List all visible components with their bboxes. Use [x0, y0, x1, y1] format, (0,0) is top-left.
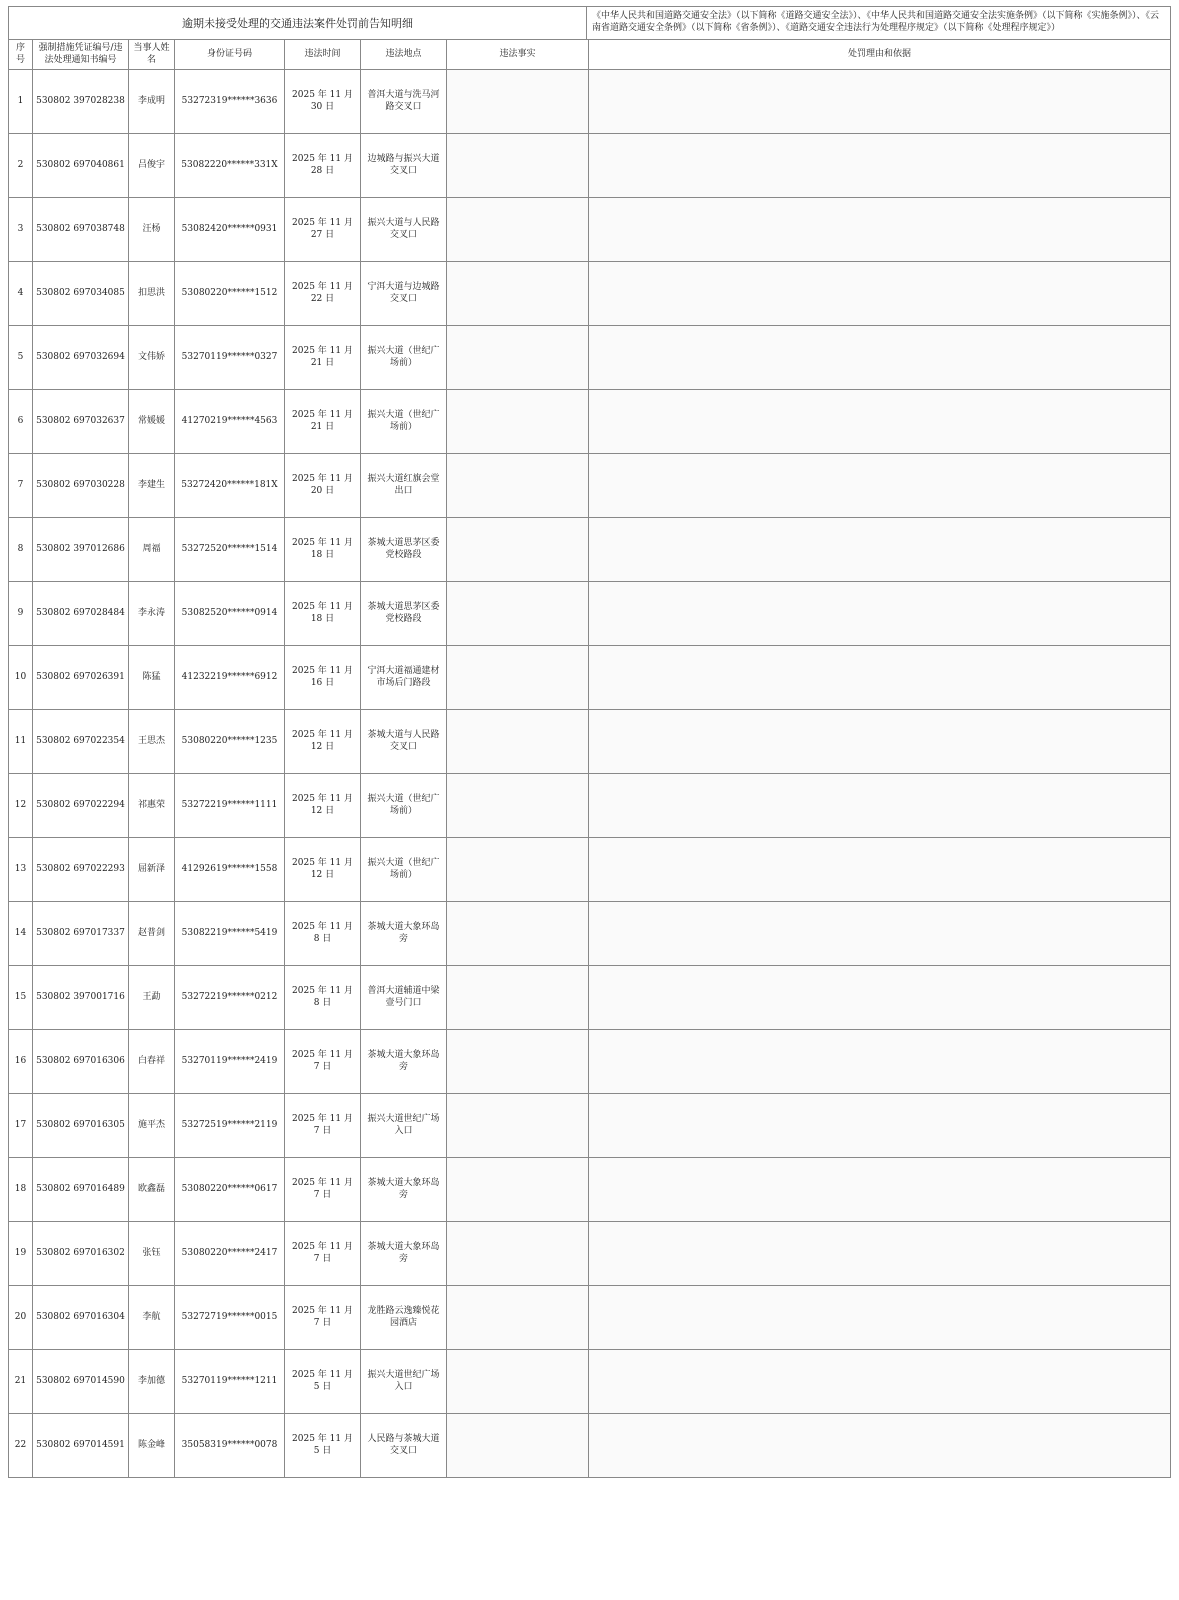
cell-id: 35058319******0078: [175, 1414, 285, 1478]
cell-cert: 530802 697022354: [33, 710, 129, 774]
cell-reason: [589, 1030, 1171, 1094]
cell-time: 2025 年 11 月 7 日: [285, 1094, 361, 1158]
cell-id: 53272319******3636: [175, 70, 285, 134]
table-row: [9, 1350, 1171, 1414]
cell-place: 振兴大道红旗会堂出口: [361, 454, 447, 518]
cell-place: 宁洱大道福通建材市场后门路段: [361, 646, 447, 710]
cell-seq: 18: [9, 1158, 33, 1222]
cell-cert: 530802 697016304: [33, 1286, 129, 1350]
cell-cert: 530802 697040861: [33, 134, 129, 198]
table-row: [9, 326, 1171, 390]
cell-place: 普洱大道辅道中梁壹号门口: [361, 966, 447, 1030]
cell-time: 2025 年 11 月 12 日: [285, 774, 361, 838]
cell-reason: [589, 838, 1171, 902]
table-row: [9, 1414, 1171, 1478]
cell-fact: [447, 1350, 589, 1414]
cell-id: 41270219******4563: [175, 390, 285, 454]
table-row: [9, 774, 1171, 838]
cell-place: 龙胜路云逸臻悦花园酒店: [361, 1286, 447, 1350]
cell-name: 王勐: [129, 966, 175, 1030]
cell-id: 53082220******331X: [175, 134, 285, 198]
cell-fact: [447, 326, 589, 390]
cell-fact: [447, 1286, 589, 1350]
cell-seq: 1: [9, 70, 33, 134]
cell-place: 茶城大道与人民路交叉口: [361, 710, 447, 774]
cell-name: 周福: [129, 518, 175, 582]
cell-fact: [447, 774, 589, 838]
cell-id: 53272519******2119: [175, 1094, 285, 1158]
cell-reason: [589, 454, 1171, 518]
cell-cert: 530802 697022293: [33, 838, 129, 902]
cell-name: 李加德: [129, 1350, 175, 1414]
cell-fact: [447, 1158, 589, 1222]
cell-name: 李建生: [129, 454, 175, 518]
cell-seq: 15: [9, 966, 33, 1030]
cell-reason: [589, 1350, 1171, 1414]
table-row: [9, 966, 1171, 1030]
cell-place: 茶城大道思茅区委党校路段: [361, 518, 447, 582]
cell-cert: 530802 697028484: [33, 582, 129, 646]
cell-fact: [447, 710, 589, 774]
cell-reason: [589, 262, 1171, 326]
cell-time: 2025 年 11 月 21 日: [285, 326, 361, 390]
table-row: [9, 134, 1171, 198]
cell-time: 2025 年 11 月 7 日: [285, 1158, 361, 1222]
cell-fact: [447, 1414, 589, 1478]
cell-fact: [447, 70, 589, 134]
cell-name: 扣思洪: [129, 262, 175, 326]
cell-cert: 530802 697014591: [33, 1414, 129, 1478]
document-header: [8, 6, 1171, 39]
cell-cert: 530802 697016302: [33, 1222, 129, 1286]
cell-name: 李成明: [129, 70, 175, 134]
cell-id: 53272520******1514: [175, 518, 285, 582]
cell-name: 李航: [129, 1286, 175, 1350]
cell-reason: [589, 134, 1171, 198]
cell-reason: [589, 1158, 1171, 1222]
cell-cert: 530802 697022294: [33, 774, 129, 838]
cell-reason: [589, 1286, 1171, 1350]
cell-place: 边城路与振兴大道交叉口: [361, 134, 447, 198]
cell-id: 53270119******0327: [175, 326, 285, 390]
cell-cert: 530802 697032694: [33, 326, 129, 390]
cell-time: 2025 年 11 月 7 日: [285, 1030, 361, 1094]
cell-fact: [447, 838, 589, 902]
cell-name: 陈金峰: [129, 1414, 175, 1478]
cell-fact: [447, 582, 589, 646]
table-row: [9, 454, 1171, 518]
cell-time: 2025 年 11 月 18 日: [285, 518, 361, 582]
cell-fact: [447, 966, 589, 1030]
header-fact: 违法事实: [447, 40, 589, 70]
cell-reason: [589, 390, 1171, 454]
cell-seq: 7: [9, 454, 33, 518]
header-time: 违法时间: [285, 40, 361, 70]
cell-name: 施平杰: [129, 1094, 175, 1158]
cell-name: 屈新泽: [129, 838, 175, 902]
cell-place: 茶城大道大象环岛旁: [361, 1158, 447, 1222]
cell-cert: 530802 697034085: [33, 262, 129, 326]
cell-seq: 2: [9, 134, 33, 198]
cell-seq: 19: [9, 1222, 33, 1286]
cell-name: 王思杰: [129, 710, 175, 774]
header-place: 违法地点: [361, 40, 447, 70]
cell-reason: [589, 70, 1171, 134]
cell-fact: [447, 1094, 589, 1158]
cell-fact: [447, 646, 589, 710]
cell-reason: [589, 1414, 1171, 1478]
cell-cert: 530802 397028238: [33, 70, 129, 134]
table-row: [9, 582, 1171, 646]
cell-seq: 5: [9, 326, 33, 390]
cell-place: 振兴大道（世纪广场前）: [361, 838, 447, 902]
cell-seq: 14: [9, 902, 33, 966]
cell-name: 欧鑫磊: [129, 1158, 175, 1222]
cell-cert: 530802 697017337: [33, 902, 129, 966]
abbreviation-note: 《中华人民共和国道路交通安全法》（以下简称《道路交通安全法》）、《中华人民共和国道路交通安全法实施条例》（以下简称《实施条例》）、《云南省道路交通安全条例》（以下简称《省条例》）、《道路交通安全违法行为处理程序规定》（以下简称《处理程序规定》）: [592, 11, 1160, 34]
cell-place: 振兴大道世纪广场入口: [361, 1350, 447, 1414]
cell-seq: 13: [9, 838, 33, 902]
cell-id: 41232219******6912: [175, 646, 285, 710]
cell-time: 2025 年 11 月 8 日: [285, 966, 361, 1030]
cell-time: 2025 年 11 月 8 日: [285, 902, 361, 966]
cell-fact: [447, 134, 589, 198]
cell-cert: 530802 697026391: [33, 646, 129, 710]
cell-time: 2025 年 11 月 5 日: [285, 1414, 361, 1478]
cell-id: 41292619******1558: [175, 838, 285, 902]
table-row: [9, 710, 1171, 774]
cell-cert: 530802 697016489: [33, 1158, 129, 1222]
cell-id: 53272219******0212: [175, 966, 285, 1030]
cell-time: 2025 年 11 月 5 日: [285, 1350, 361, 1414]
header-id: 身份证号码: [175, 40, 285, 70]
cell-id: 53272219******1111: [175, 774, 285, 838]
cell-time: 2025 年 11 月 20 日: [285, 454, 361, 518]
cell-time: 2025 年 11 月 28 日: [285, 134, 361, 198]
cell-fact: [447, 518, 589, 582]
table-row: [9, 1222, 1171, 1286]
cell-cert: 530802 697032637: [33, 390, 129, 454]
cell-id: 53080220******2417: [175, 1222, 285, 1286]
cell-fact: [447, 1030, 589, 1094]
cell-fact: [447, 902, 589, 966]
cell-reason: [589, 198, 1171, 262]
cell-fact: [447, 198, 589, 262]
cell-name: 陈猛: [129, 646, 175, 710]
table-row: [9, 838, 1171, 902]
cell-seq: 8: [9, 518, 33, 582]
cell-seq: 11: [9, 710, 33, 774]
cell-id: 53272420******181X: [175, 454, 285, 518]
cell-time: 2025 年 11 月 18 日: [285, 582, 361, 646]
header-seq: 序号: [9, 40, 33, 70]
cell-seq: 22: [9, 1414, 33, 1478]
cell-time: 2025 年 11 月 12 日: [285, 710, 361, 774]
table-row: [9, 902, 1171, 966]
cell-reason: [589, 1222, 1171, 1286]
cell-cert: 530802 397001716: [33, 966, 129, 1030]
cell-id: 53270119******2419: [175, 1030, 285, 1094]
table-row: [9, 198, 1171, 262]
cell-name: 祁惠荣: [129, 774, 175, 838]
cell-time: 2025 年 11 月 12 日: [285, 838, 361, 902]
cell-name: 汪杨: [129, 198, 175, 262]
cell-time: 2025 年 11 月 27 日: [285, 198, 361, 262]
cell-place: 振兴大道（世纪广场前）: [361, 774, 447, 838]
cell-seq: 17: [9, 1094, 33, 1158]
cell-place: 茶城大道大象环岛旁: [361, 1030, 447, 1094]
cell-id: 53080220******1235: [175, 710, 285, 774]
cell-cert: 530802 697030228: [33, 454, 129, 518]
cell-reason: [589, 966, 1171, 1030]
cell-seq: 4: [9, 262, 33, 326]
cell-cert: 530802 697016306: [33, 1030, 129, 1094]
cell-fact: [447, 454, 589, 518]
cell-name: 赵普剑: [129, 902, 175, 966]
cell-place: 振兴大道世纪广场入口: [361, 1094, 447, 1158]
cell-time: 2025 年 11 月 16 日: [285, 646, 361, 710]
cell-cert: 530802 697038748: [33, 198, 129, 262]
cell-cert: 530802 697016305: [33, 1094, 129, 1158]
table-row: [9, 1158, 1171, 1222]
cell-name: 文伟娇: [129, 326, 175, 390]
cell-time: 2025 年 11 月 21 日: [285, 390, 361, 454]
cell-reason: [589, 646, 1171, 710]
cell-fact: [447, 262, 589, 326]
cell-reason: [589, 326, 1171, 390]
cell-reason: [589, 518, 1171, 582]
header-reason: 处罚理由和依据: [589, 40, 1171, 70]
cell-seq: 3: [9, 198, 33, 262]
page-title: 逾期未接受处理的交通违法案件处罚前告知明细: [9, 7, 587, 39]
cell-seq: 20: [9, 1286, 33, 1350]
table-row: [9, 1286, 1171, 1350]
cell-time: 2025 年 11 月 7 日: [285, 1286, 361, 1350]
table-row: [9, 1094, 1171, 1158]
cell-name: 常媛媛: [129, 390, 175, 454]
table-row: [9, 518, 1171, 582]
table-row: [9, 646, 1171, 710]
cell-id: 53082420******0931: [175, 198, 285, 262]
cell-place: 宁洱大道与边城路交叉口: [361, 262, 447, 326]
header-name: 当事人姓名: [129, 40, 175, 70]
cell-place: 普洱大道与洗马河路交叉口: [361, 70, 447, 134]
cell-id: 53082219******5419: [175, 902, 285, 966]
cell-cert: 530802 397012686: [33, 518, 129, 582]
cell-place: 振兴大道（世纪广场前）: [361, 326, 447, 390]
violation-table: [8, 39, 1171, 1478]
table-row: [9, 262, 1171, 326]
cell-seq: 12: [9, 774, 33, 838]
cell-time: 2025 年 11 月 22 日: [285, 262, 361, 326]
cell-id: 53080220******1512: [175, 262, 285, 326]
table-row: [9, 70, 1171, 134]
cell-fact: [447, 390, 589, 454]
cell-seq: 9: [9, 582, 33, 646]
cell-reason: [589, 902, 1171, 966]
cell-reason: [589, 582, 1171, 646]
cell-seq: 6: [9, 390, 33, 454]
cell-place: 人民路与茶城大道交叉口: [361, 1414, 447, 1478]
cell-name: 张钰: [129, 1222, 175, 1286]
cell-name: 李永涛: [129, 582, 175, 646]
cell-seq: 21: [9, 1350, 33, 1414]
table-row: [9, 1030, 1171, 1094]
cell-id: 53272719******0015: [175, 1286, 285, 1350]
header-cert: 强制措施凭证编号/违法处理通知书编号: [33, 40, 129, 70]
cell-id: 53270119******1211: [175, 1350, 285, 1414]
table-row: [9, 390, 1171, 454]
cell-seq: 10: [9, 646, 33, 710]
cell-reason: [589, 1094, 1171, 1158]
cell-place: 茶城大道大象环岛旁: [361, 902, 447, 966]
cell-reason: [589, 774, 1171, 838]
cell-time: 2025 年 11 月 30 日: [285, 70, 361, 134]
cell-cert: 530802 697014590: [33, 1350, 129, 1414]
cell-place: 振兴大道与人民路交叉口: [361, 198, 447, 262]
cell-place: 茶城大道大象环岛旁: [361, 1222, 447, 1286]
table-header-row: [9, 40, 1171, 70]
cell-id: 53080220******0617: [175, 1158, 285, 1222]
cell-reason: [589, 710, 1171, 774]
cell-id: 53082520******0914: [175, 582, 285, 646]
cell-seq: 16: [9, 1030, 33, 1094]
cell-fact: [447, 1222, 589, 1286]
cell-name: 白春祥: [129, 1030, 175, 1094]
cell-name: 吕俊宇: [129, 134, 175, 198]
cell-place: 茶城大道思茅区委党校路段: [361, 582, 447, 646]
cell-place: 振兴大道（世纪广场前）: [361, 390, 447, 454]
cell-time: 2025 年 11 月 7 日: [285, 1222, 361, 1286]
